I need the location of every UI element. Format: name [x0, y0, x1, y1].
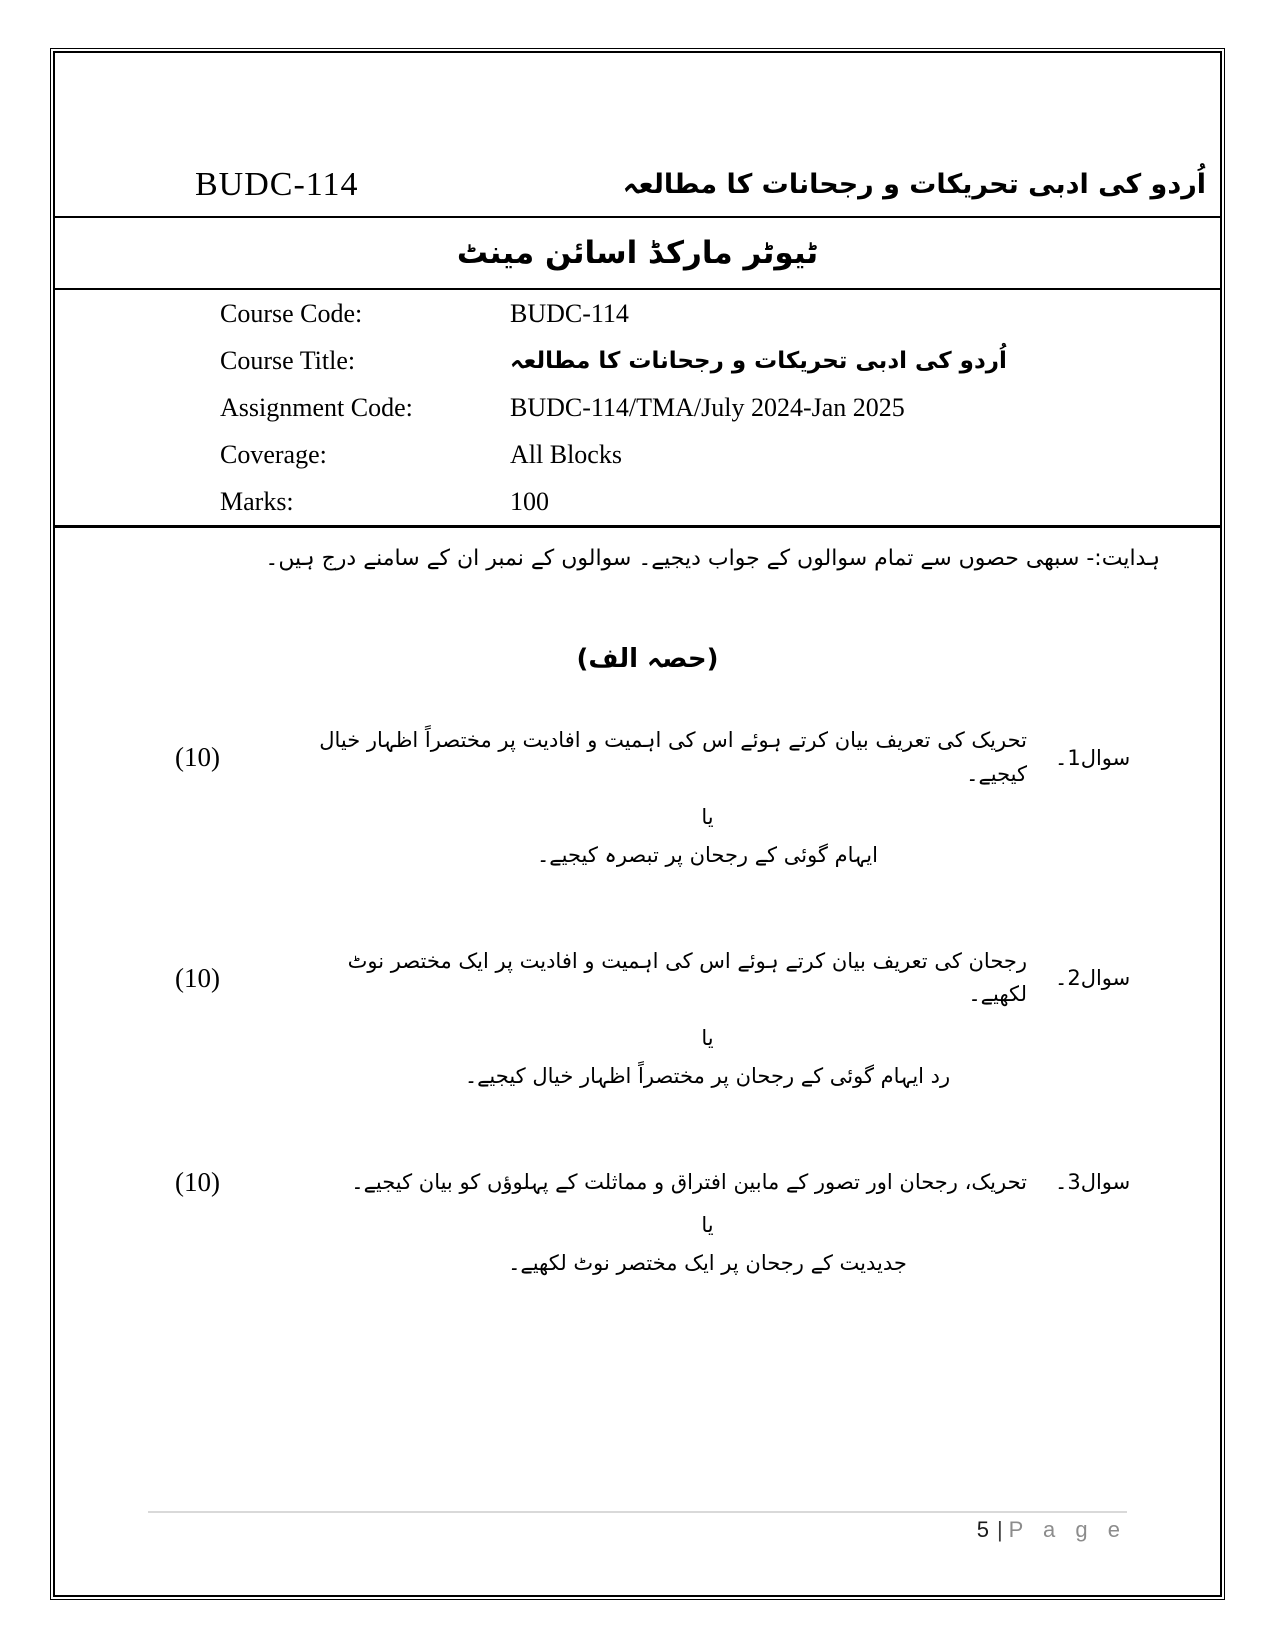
question-2-text: رجحان کی تعریف بیان کرتے ہوئے اس کی اہمیت و افادیت پر ایک مختصر نوٹ لکھیے۔ — [347, 948, 1027, 1007]
question-1-row — [55, 724, 1220, 791]
table-row — [220, 290, 1220, 337]
page-number-separator: | — [996, 1517, 1003, 1542]
page-border-frame — [50, 48, 1225, 1600]
page-word: P a g e — [1008, 1517, 1127, 1542]
table-row — [220, 337, 1220, 384]
assignment-title-urdu: ٹیوٹر مارکڈ اسائن مینٹ — [456, 235, 819, 271]
detail-label: Course Code: — [220, 298, 363, 328]
table-row — [220, 431, 1220, 478]
question-2-marks: (10) — [175, 962, 220, 993]
page-border-frame-inner — [53, 51, 1222, 1597]
table-row — [220, 478, 1220, 525]
question-1-number: سوال1۔ — [1055, 745, 1131, 770]
table-row — [220, 384, 1220, 431]
section-title-part-a: (حصہ الف) — [576, 644, 719, 675]
question-3-marks: (10) — [175, 1166, 220, 1197]
question-3-alternative-text: جدیدیت کے رجحان پر ایک مختصر نوٹ لکھیے۔ — [508, 1251, 907, 1276]
page-footer — [148, 1511, 1127, 1543]
question-2-or-label: یا — [701, 1026, 714, 1051]
detail-value: 100 — [510, 486, 549, 516]
question-1-marks: (10) — [175, 742, 220, 773]
question-2-row — [55, 945, 1220, 1012]
detail-value-urdu: اُردو کی ادبی تحریکات و رجحانات کا مطالعہ — [510, 347, 1007, 374]
course-title-heading-urdu: اُردو کی ادبی تحریکات و رجحانات کا مطالعہ — [622, 169, 1206, 201]
course-code-heading: BUDC-114 — [195, 166, 359, 203]
detail-label: Coverage: — [220, 439, 327, 469]
question-3-number: سوال3۔ — [1055, 1170, 1131, 1195]
details-divider — [55, 525, 1220, 528]
assignment-title-row — [55, 218, 1220, 288]
question-1-alternative-text: ایہام گوئی کے رجحان پر تبصرہ کیجیے۔ — [537, 843, 878, 868]
document-header — [55, 53, 1220, 216]
question-1-text: تحریک کی تعریف بیان کرتے ہوئے اس کی اہمیت و افادیت پر مختصراً اظہار خیال کیجیے۔ — [319, 728, 1027, 786]
page-number: 5 — [976, 1517, 989, 1542]
course-details-table — [55, 290, 1220, 525]
detail-value: BUDC-114 — [510, 298, 629, 328]
question-2-number: سوال2۔ — [1055, 966, 1131, 991]
question-2-alternative-text: رد ایہام گوئی کے رجحان پر مختصراً اظہار خیال کیجیے۔ — [464, 1064, 951, 1089]
question-3-row — [55, 1166, 1220, 1200]
question-3-or-label: یا — [701, 1213, 714, 1238]
question-1-or-label: یا — [701, 805, 714, 830]
instructions-text: ہدایت:- سبھی حصوں سے تمام سوالوں کے جواب دیجیے۔ سوالوں کے نمبر ان کے سامنے درج ہیں۔ — [265, 546, 1160, 571]
detail-value: BUDC-114/TMA/July 2024-Jan 2025 — [510, 392, 905, 422]
detail-value: All Blocks — [510, 439, 622, 469]
detail-label: Marks: — [220, 486, 294, 516]
detail-label: Course Title: — [220, 345, 356, 375]
detail-label: Assignment Code: — [220, 392, 413, 422]
question-3-text: تحریک، رجحان اور تصور کے مابین افتراق و مماثلت کے پہلوؤں کو بیان کیجیے۔ — [351, 1169, 1027, 1194]
